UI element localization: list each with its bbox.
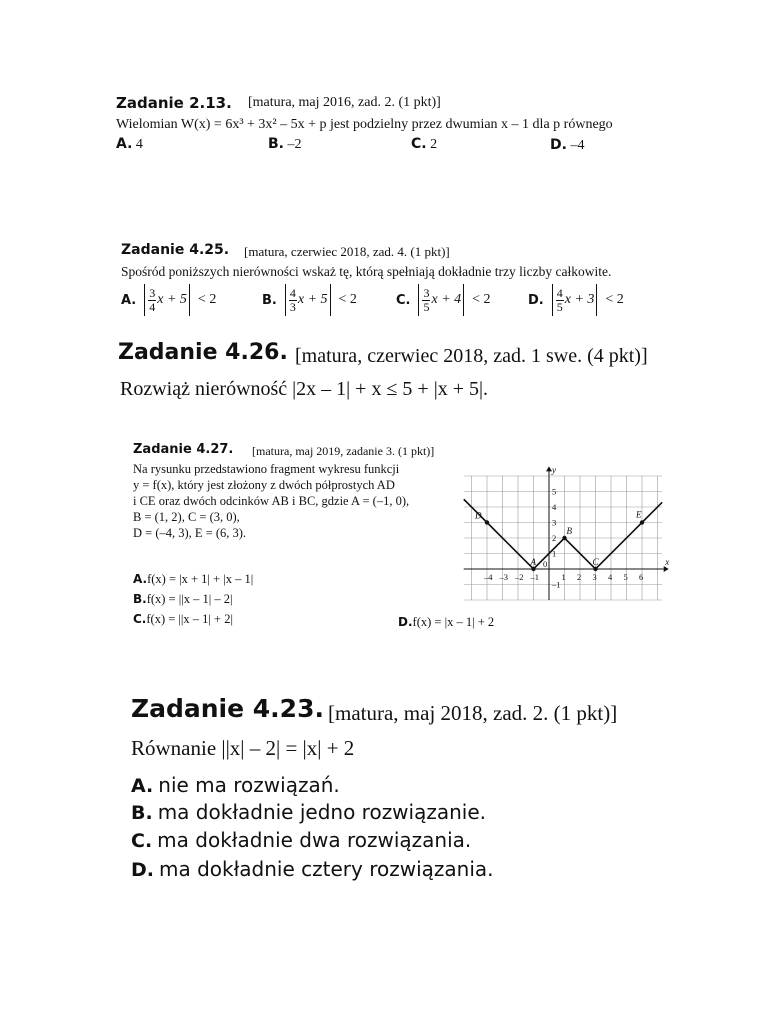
task-2-13-option-c[interactable] [411,136,437,153]
x-tick-label: 2 [577,572,582,582]
option-label: B. [133,592,147,606]
option-label: A. [131,775,154,797]
x-tick-label: 0 [543,559,548,569]
y-axis-label: y [552,464,556,475]
abs-bar [285,284,286,316]
fraction: $\frac{4}{5}$ [556,285,563,314]
expr-rest: x + 5 [297,292,328,307]
abs-bar [330,284,331,316]
y-tick-label: 3 [552,517,557,528]
y-tick-label: 2 [552,533,557,543]
x-tick-label: –3 [499,572,508,582]
task-4-27-option-d[interactable] [398,615,494,630]
task-2-13-option-a[interactable] [116,136,143,153]
option-label: D. [550,137,567,153]
expr-rest: x + 5 [157,292,187,307]
option-label: A. [133,572,148,586]
task-4-27-line: y = f(x), który jest złożony z dwóch półprostych AD [133,478,395,492]
option-label: D. [131,859,154,881]
task-4-27-title: Zadanie 4.27. [133,442,234,457]
point-a [531,567,535,571]
point-label-a: A [530,557,536,567]
x-tick-label: –4 [484,572,493,582]
fraction: $\frac{3}{5}$ [423,285,430,314]
option-text: 2 [430,137,438,152]
expr-rhs: < 2 [472,292,491,307]
point-label-b: B [566,526,572,536]
abs-bar [552,284,553,316]
task-4-27-line: D = (–4, 3), E = (6, 3). [133,526,247,540]
task-2-13-option-b[interactable] [268,136,302,153]
task-4-26-question: Rozwiąż nierówność |2x – 1| + x ≤ 5 + |x + 5|. [120,378,488,400]
option-label: D. [528,292,544,308]
task-2-13-title: Zadanie 2.13. [116,94,232,112]
x-tick-label: 3 [592,572,597,582]
task-4-27-line: i CE oraz dwóch odcinków AB i BC, gdzie A = (–1, 0), [133,494,410,508]
option-label: B. [262,292,277,308]
task-4-23-option-b[interactable] [131,800,486,825]
task-4-26-source: [matura, czerwiec 2018, zad. 1 swe. (4 pkt)] [295,345,648,367]
point-label-d: D [475,510,482,521]
y-tick-label: –1 [552,579,561,590]
abs-bar [189,284,190,316]
expr-rest: x + 3 [564,292,595,307]
task-4-27-line: B = (1, 2), C = (3, 0), [133,510,240,524]
option-text: f(x) = ||x – 1| – 2| [146,592,233,606]
x-tick-label: –2 [515,572,524,582]
task-4-25-title: Zadanie 4.25. [121,242,230,258]
task-4-23-source: [matura, maj 2018, zad. 2. (1 pkt)] [328,701,618,725]
task-4-27-option-c[interactable] [133,612,233,627]
option-text: f(x) = |x – 1| + 2 [412,615,495,629]
task-4-23-option-c[interactable] [131,828,471,853]
point-d [485,520,489,524]
option-text: f(x) = ||x – 1| + 2| [146,612,233,626]
option-label: A. [116,136,133,152]
task-4-25-option-d[interactable] [528,284,624,316]
task-4-23-question: Równanie ||x| – 2| = |x| + 2 [131,736,355,760]
task-4-27-option-b[interactable] [133,592,233,607]
option-text: ma dokładnie dwa rozwiązania. [157,828,472,852]
option-label: B. [268,136,284,152]
task-4-26-title: Zadanie 4.26. [118,340,288,365]
option-label: D. [398,615,413,629]
x-tick-label: 6 [639,572,644,582]
x-tick-label: 4 [608,572,613,582]
point-label-e: E [636,509,642,520]
option-label: B. [131,802,153,824]
function-line [464,499,662,569]
option-text: nie ma rozwiązań. [158,773,340,797]
option-text: 4 [135,137,143,152]
task-4-25-question: Spośród poniższych nierówności wskaż tę, którą spełniają dokładnie trzy liczby całkowite. [121,264,612,279]
x-tick-label: 1 [561,572,566,582]
option-text: ma dokładnie cztery rozwiązania. [159,857,494,881]
task-2-13-question: Wielomian W(x) = 6x³ + 3x² – 5x + p jest podzielny przez dwumian x – 1 dla p równego [116,117,613,132]
abs-bar [596,284,597,316]
task-4-25-source: [matura, czerwiec 2018, zad. 4. (1 pkt)] [244,244,450,259]
task-4-27-line: Na rysunku przedstawiono fragment wykresu funkcji [133,462,400,476]
option-text: –4 [570,138,585,153]
y-tick-label: 5 [552,486,557,497]
x-axis-label: x [665,557,670,567]
point-b [562,536,566,540]
fraction: $\frac{3}{4}$ [149,285,156,314]
point-label-c: C [592,557,599,567]
graph-plot [464,499,662,571]
expr-rest: x + 4 [431,292,462,307]
abs-bar [144,284,145,316]
point-c [593,567,597,571]
option-label: C. [411,136,427,152]
task-4-25-option-c[interactable] [396,284,491,316]
abs-bar [418,284,419,316]
abs-bar [463,284,464,316]
task-4-27-option-a[interactable] [133,572,253,587]
graph-tick-labels [483,465,669,590]
option-label: C. [396,292,411,308]
option-label: C. [133,612,147,626]
task-4-23-option-d[interactable] [131,857,493,882]
task-4-23-title: Zadanie 4.23. [131,694,324,723]
option-label: C. [131,830,153,852]
task-4-25-option-b[interactable] [262,284,357,316]
task-2-13-source: [matura, maj 2016, zad. 2. (1 pkt)] [248,95,441,110]
expr-rhs: < 2 [197,292,217,307]
y-tick-label: 4 [552,502,557,512]
x-tick-label: –1 [530,572,539,582]
expr-rhs: < 2 [605,292,624,307]
option-label: A. [121,292,137,308]
option-text: ma dokładnie jedno rozwiązanie. [157,800,487,824]
x-tick-label: 5 [623,572,628,582]
task-4-27-source: [matura, maj 2019, zadanie 3. (1 pkt)] [252,444,435,458]
option-text: f(x) = |x + 1| + |x – 1| [147,572,254,586]
fraction: $\frac{4}{3}$ [289,285,296,314]
task-2-13-option-d[interactable] [550,137,584,154]
y-tick-label: 1 [552,548,557,559]
function-graph [460,464,670,600]
point-e [640,520,644,524]
option-text: –2 [287,137,302,152]
expr-rhs: < 2 [338,292,357,307]
task-4-25-option-a[interactable] [121,284,216,316]
task-4-23-option-a[interactable] [131,773,340,798]
